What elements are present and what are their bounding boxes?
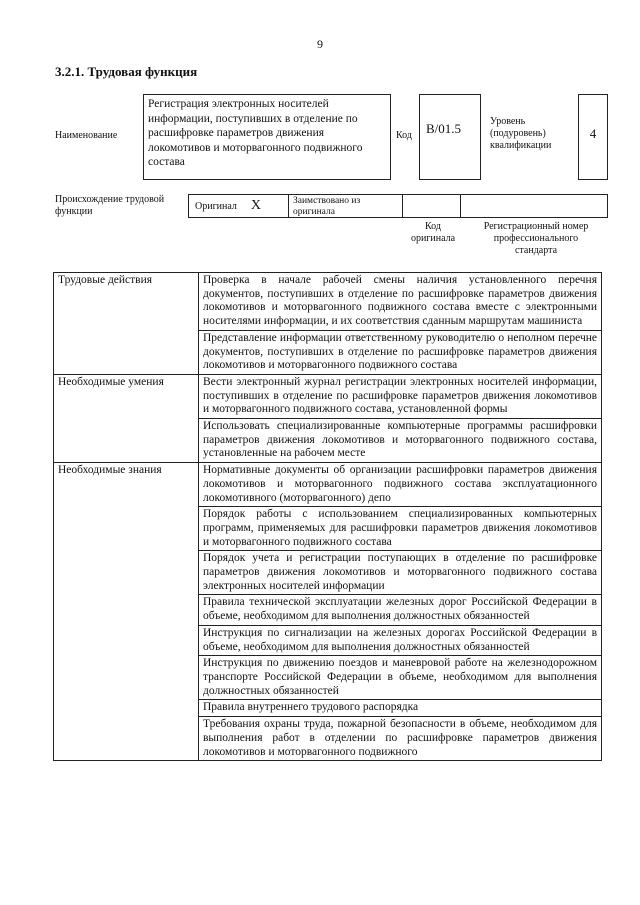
origin-row [188, 194, 608, 218]
table-row [54, 273, 602, 331]
row-header: Необходимые знания [54, 463, 199, 761]
table-cell: Инструкция по сигнализации на железных дорогах Российской Федерации в объеме, необходимом для выполнения должностных обязанностей [199, 625, 602, 655]
row-header: Необходимые умения [54, 374, 199, 462]
table-cell: Использовать специализированные компьютерные программы расшифровки параметров движения локомотивов и моторвагонного подвижного состава, установленные на рабочем месте [199, 419, 602, 463]
table-cell: Правила внутреннего трудового распорядка [199, 700, 602, 717]
origin-code-cell [403, 195, 461, 217]
level-value-box: 4 [578, 94, 608, 180]
origin-original-label: Оригинал [195, 200, 237, 212]
function-details-table [53, 272, 602, 761]
origin-mark: X [250, 198, 262, 213]
origin-original-cell [189, 195, 289, 217]
table-cell: Нормативные документы об организации расшифровки параметров движения локомотивов и моторвагонного подвижного состава эксплуатационного локомотивного (моторвагонного) депо [199, 463, 602, 507]
origin-code-caption: Код оригинала [410, 221, 456, 244]
section-heading: 3.2.1. Трудовая функция [55, 64, 198, 79]
origin-reg-caption: Регистрационный номер профессионального стандарта [483, 221, 589, 256]
table-cell: Инструкция по движению поездов и маневровой работе на железнодорожном транспорте Российской Федерации в объеме, необходимом для выполнения должностных обязанностей [199, 656, 602, 700]
origin-borrowed-label: Заимствовано из оригинала [289, 195, 403, 217]
table-cell: Вести электронный журнал регистрации электронных носителей информации, поступивших в отделение по расшифровке параметров движения локомотивов и моторвагонного подвижного состава, установленной формы [199, 374, 602, 418]
table-cell: Проверка в начале рабочей смены наличия установленного перечня документов, поступивших в отделение по расшифровке параметров движения локомотивов и моторвагонного подвижного состава вместе с электронными носителями информации, и их соответствия сданным маршрутам машиниста [199, 273, 602, 331]
page-number: 9 [317, 37, 323, 51]
table-cell: Представление информации ответственному руководителю о неполном перечне документов, поступивших в отделение по расшифровке параметров движения локомотивов и моторвагонного подвижного состава [199, 330, 602, 374]
table-cell: Порядок работы с использованием специализированных компьютерных программ, применяемых для расшифровки параметров движения локомотивов и моторвагонного подвижного состава [199, 507, 602, 551]
table-row [54, 463, 602, 507]
page-bottom-margin [0, 860, 640, 905]
function-name-box: Регистрация электронных носителей информации, поступивших в отделение по расшифровке параметров движения локомотивов и моторвагонного подвижного состава [143, 94, 391, 180]
table-cell: Правила технической эксплуатации железных дорог Российской Федерации в объеме, необходимом для выполнения должностных обязанностей [199, 595, 602, 625]
function-code-box: В/01.5 [419, 94, 481, 180]
code-label: Код [396, 130, 412, 141]
origin-reg-cell [461, 195, 607, 217]
origin-label: Происхождение трудовой функции [55, 194, 165, 217]
table-cell: Требования охраны труда, пожарной безопасности в объеме, необходимом для выполнения работ в отделении по расшифровке параметров движения локомотивов и моторвагонного подвижного [199, 717, 602, 761]
name-label: Наименование [55, 130, 118, 141]
level-label: Уровень (подуровень) квалификации [490, 116, 552, 151]
table-row [54, 374, 602, 418]
row-header: Трудовые действия [54, 273, 199, 375]
table-cell: Порядок учета и регистрации поступающих в отделение по расшифровке параметров движения локомотивов и моторвагонного подвижного состава электронных носителей информации [199, 551, 602, 595]
